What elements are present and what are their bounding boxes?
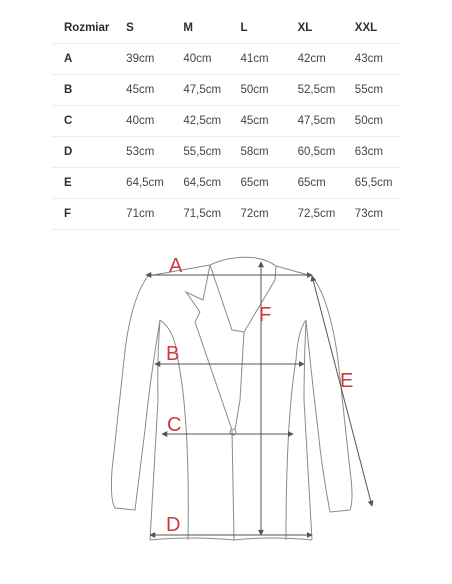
table-cell: 39cm [114, 44, 171, 75]
row-label: D [52, 137, 114, 168]
table-cell: 53cm [114, 137, 171, 168]
table-cell: 42,5cm [171, 106, 228, 137]
table-cell: 45cm [114, 75, 171, 106]
table-cell: 72,5cm [286, 199, 343, 230]
table-cell: 50cm [228, 75, 285, 106]
table-cell: 55cm [343, 75, 400, 106]
measurement-arrows [146, 262, 372, 535]
table-cell: 52,5cm [286, 75, 343, 106]
table-row [52, 75, 400, 106]
table-cell: 41cm [228, 44, 285, 75]
table-cell: 64,5cm [114, 168, 171, 199]
table-cell: 60,5cm [286, 137, 343, 168]
measurement-labels [166, 255, 353, 536]
table-cell: 71,5cm [171, 199, 228, 230]
table-row [52, 168, 400, 199]
table-cell: 65,5cm [343, 168, 400, 199]
row-label: F [52, 199, 114, 230]
jacket-outline [111, 257, 352, 540]
table-cell: 65cm [228, 168, 285, 199]
row-label: A [52, 44, 114, 75]
label-b: B [166, 343, 180, 365]
table-cell: 65cm [286, 168, 343, 199]
header-xxl: XXL [343, 12, 400, 44]
table-cell: 55,5cm [171, 137, 228, 168]
table-cell: 72cm [228, 199, 285, 230]
header-m: M [171, 12, 228, 44]
row-label: B [52, 75, 114, 106]
row-label: C [52, 106, 114, 137]
table-row [52, 137, 400, 168]
label-f: F [259, 304, 272, 326]
row-label: E [52, 168, 114, 199]
header-l: L [228, 12, 285, 44]
table-cell: 71cm [114, 199, 171, 230]
size-table [52, 12, 400, 230]
header-size: Rozmiar [52, 12, 114, 44]
label-e: E [340, 370, 354, 392]
header-s: S [114, 12, 171, 44]
table-cell: 45cm [228, 106, 285, 137]
label-d: D [166, 514, 181, 536]
jacket-measurement-diagram [0, 244, 452, 584]
label-a: A [169, 255, 183, 277]
table-header-row [52, 12, 400, 44]
label-c: C [167, 414, 182, 436]
table-cell: 42cm [286, 44, 343, 75]
table-row [52, 199, 400, 230]
table-cell: 64,5cm [171, 168, 228, 199]
table-cell: 58cm [228, 137, 285, 168]
table-cell: 63cm [343, 137, 400, 168]
table-cell: 47,5cm [286, 106, 343, 137]
table-cell: 43cm [343, 44, 400, 75]
table-cell: 40cm [171, 44, 228, 75]
table-cell: 47,5cm [171, 75, 228, 106]
table-cell: 73cm [343, 199, 400, 230]
table-row [52, 44, 400, 75]
header-xl: XL [286, 12, 343, 44]
table-cell: 40cm [114, 106, 171, 137]
table-row [52, 106, 400, 137]
table-cell: 50cm [343, 106, 400, 137]
